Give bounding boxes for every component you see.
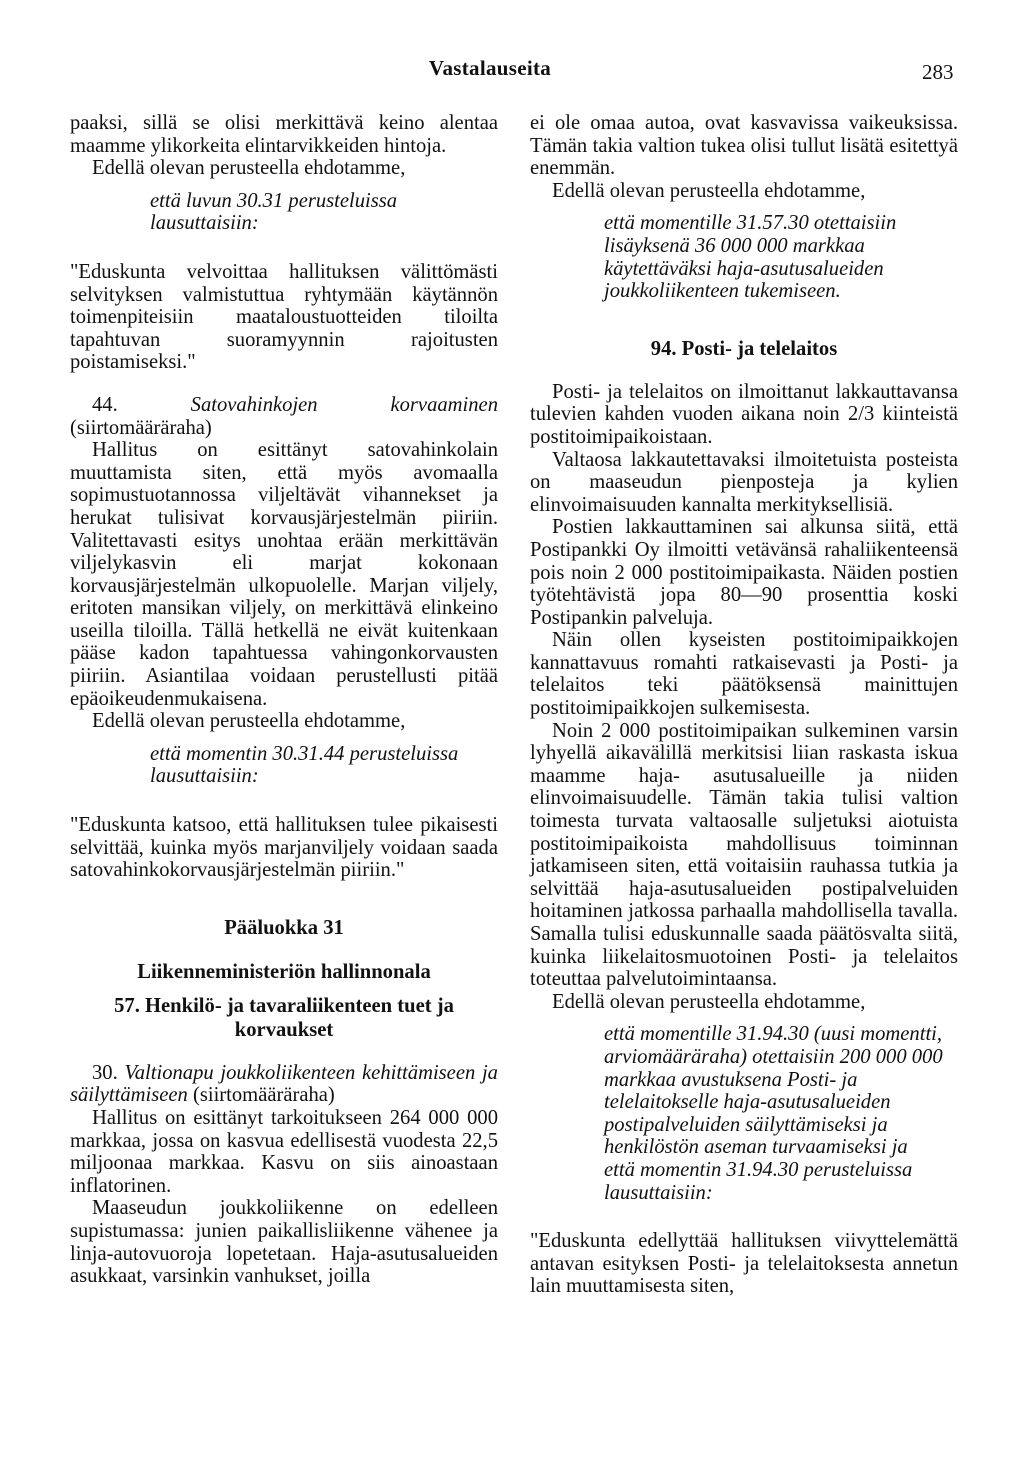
right-column (530, 112, 958, 1298)
item-44-heading (70, 394, 498, 439)
main-class-heading: Pääluokka 31 (224, 916, 344, 939)
motion-text: että momentin 31.94.30 perusteluissa lausuttaisiin: (604, 1158, 913, 1204)
running-title: Vastalauseita (428, 56, 552, 80)
item-number: 44. (92, 393, 118, 416)
motion-text: että momentin 30.31.44 perusteluissa lausuttaisiin: (150, 742, 459, 788)
running-header (0, 56, 1024, 86)
motion-text: että luvun 30.31 perusteluissa lausuttaisiin: (150, 189, 398, 235)
chapter-title: Henkilö- ja tavaraliikenteen tuet ja korvaukset (145, 994, 454, 1041)
paragraph: Edellä olevan perusteella ehdotamme, (552, 990, 866, 1013)
paragraph: Edellä olevan perusteella ehdotamme, (92, 710, 406, 733)
chapter-57-heading (70, 994, 498, 1042)
paragraph: ei ole omaa autoa, ovat kasvavissa vaikeuksissa. Tämän takia valtion tukea olisi tullut lisätä esitettyä enemmän. (530, 112, 958, 180)
quoted-statement: "Eduskunta edellyttää hallituksen viivyttelemättä antavan esityksen Posti- ja telelaitoksesta annetun lain muuttamisesta siten, (530, 1230, 958, 1298)
paragraph: Posti- ja telelaitos on ilmoittanut lakkauttavansa tulevien kahden vuoden aikana noin 2/3 kiinteistä postitoimipaikoistaan. (530, 380, 958, 448)
item-title: Satovahinkojen korvaaminen (190, 393, 498, 416)
item-title: Valtionapu joukkoliikenteen kehittämiseen ja säilyttämiseen (70, 1061, 498, 1107)
paragraph: Hallitus on esittänyt satovahinkolain muuttamista siten, että myös avomaalla sopimustuotannossa viljeltävät vihannekset ja herukat tulisivat korvausjärjestelmän piiriin. Valitettavasti esitys unohtaa erään merkittävän viljelykasvin eli marjat kokonaan korvausjärjestelmän ulkopuolelle. Marjan viljely, eritoten mansikan viljely, on merkittävä elinkeino useilla tiloilla. Tällä hetkellä ne eivät kuitenkaan pääse kadon tapahtuessa vahingonkorvausten piiriin. Asiantilaa voidaan perustellusti pitää epäoikeudenmukaisena. (70, 439, 498, 710)
paragraph: Noin 2 000 postitoimipaikan sulkeminen varsin lyhyellä aikavälillä merkitsisi liian raskasta iskua maamme haja- asutusalueille ja niiden elinvoimaisuudelle. Tämän takia tulisi valtion toimesta turvata valtaosalle suljetuksi aiotuista postitoimipaikoista mahdollisuus toiminnan jatkamiseen siten, että voitaisiin rauhassa tutkia ja selvittää haja-asutusalueiden postipalveluiden hoitaminen jatkossa parhaalla mahdollisella tavalla. Samalla tulisi eduskunnalle saada päätösvalta siitä, kuinka liikelaitosmuotoinen Posti- ja telelaitos toteuttaa palvelutoimintaansa. (530, 719, 958, 991)
item-number: 30. (92, 1061, 118, 1084)
paragraph: Edellä olevan perusteella ehdotamme, (92, 157, 406, 180)
paragraph: Edellä olevan perusteella ehdotamme, (552, 179, 866, 202)
item-30-heading (70, 1062, 498, 1107)
paragraph: Näin ollen kyseisten postitoimipaikkojen kannattavuus romahti ratkaisevasti ja Posti- ja telelaitos teki päätöksensä mainittujen postitoimipaikkojen sulkemisesta. (530, 629, 958, 720)
paragraph: Hallitus on esittänyt tarkoitukseen 264 000 000 markkaa, jossa on kasvua edellisestä vuodesta 22,5 miljoonaa markkaa. Kasvu on siis ainoastaan inflatorinen. (70, 1107, 498, 1197)
motion-text: että momentille 31.57.30 otettaisiin lisäyksenä 36 000 000 markkaa käytettäväksi haja-asutusalueiden joukkoliikenteen tukemiseen. (604, 212, 897, 303)
paragraph: Maaseudun joukkoliikenne on edelleen supistumassa: junien paikallisliikenne vähenee ja linja-autovuoroja lopetetaan. Haja-asutusalueiden asukkaat, varsinkin vanhukset, joilla (70, 1197, 498, 1288)
item-type: (siirtomääräraha) (70, 416, 212, 439)
paragraph: paaksi, sillä se olisi merkittävä keino alentaa maamme ylikorkeita elintarvikkeiden hintoja. (70, 112, 498, 157)
item-type: (siirtomääräraha) (192, 1084, 335, 1107)
quoted-statement: "Eduskunta velvoittaa hallituksen välittömästi selvityksen valmistuttua ryhtymään käytännön toimenpiteisiin maataloustuotteiden tiloilta tapahtuvan suoramyynnin rajoitusten poistamiseksi." (70, 260, 498, 374)
motion-text: että momentille 31.94.30 (uusi momentti, arviomääräraha) otettaisiin 200 000 000 markkaa avustuksena Posti- ja telelaitokselle haja-asutusalueiden postipalveluiden säilyttämiseksi ja henkilöstön aseman turvaamiseksi ja (604, 1023, 943, 1159)
paragraph: Valtaosa lakkautettavaksi ilmoitetuista posteista on maaseudun pienposteja ja kylien elinvoimaisuuden kannalta merkityksellisiä. (530, 448, 958, 516)
ministry-heading: Liikenneministeriön hallinnonala (137, 960, 431, 983)
quoted-statement: "Eduskunta katsoo, että hallituksen tulee pikaisesti selvittää, kuinka myös marjanviljely voidaan saada satovahinkokorvausjärjestelmän piiriin." (70, 814, 498, 882)
chapter-number: 57. (114, 994, 140, 1017)
chapter-94-heading: 94. Posti- ja telelaitos (650, 337, 838, 360)
page-number: 283 (922, 60, 954, 84)
paragraph: Postien lakkauttaminen sai alkunsa siitä, että Postipankki Oy ilmoitti vetävänsä rahaliikenteensä pois noin 2 000 postitoimipaikasta. Näiden postien työtehtävistä jopa 80—90 prosenttia koski Postipankin palveluja. (530, 516, 958, 629)
left-column (70, 112, 498, 1288)
